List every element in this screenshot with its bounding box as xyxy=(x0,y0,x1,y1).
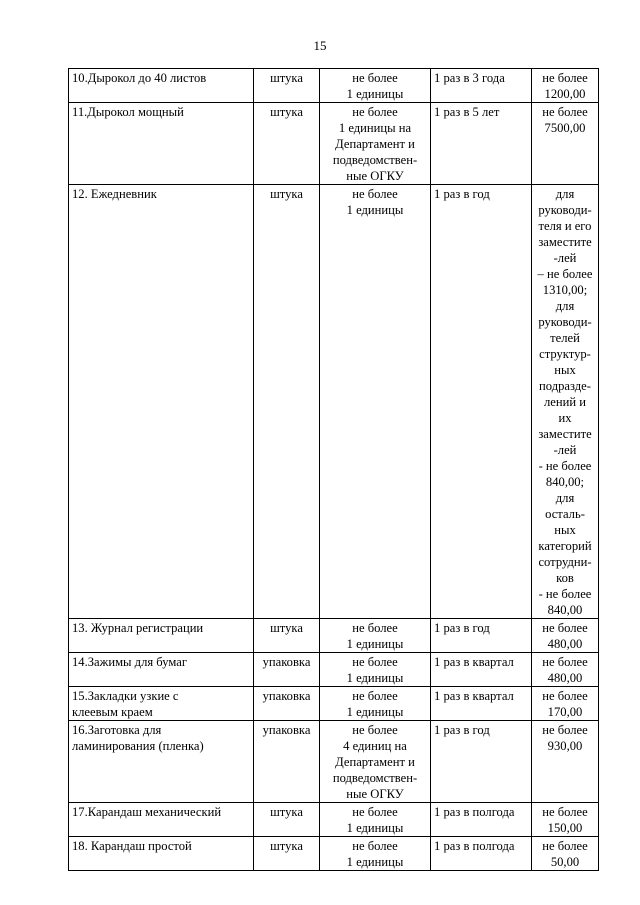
table-row xyxy=(69,653,599,687)
price-cell xyxy=(532,687,599,721)
quantity-cell-line: подведомствен- xyxy=(332,771,418,785)
period-cell-line: 1 раз в год xyxy=(434,187,490,201)
item-name-cell-line: 15.Закладки узкие с xyxy=(72,689,179,703)
price-cell xyxy=(532,653,599,687)
price-cell-line: не более xyxy=(542,105,588,119)
price-cell-line: ков xyxy=(556,571,574,585)
quantity-cell-line: Департамент и xyxy=(335,755,415,769)
price-cell-line: лений и xyxy=(544,395,586,409)
price-cell-line: теля и его xyxy=(538,219,592,233)
quantity-cell-line: ные ОГКУ xyxy=(346,169,404,183)
price-cell-line: – не более xyxy=(537,267,593,281)
price-cell-line: 170,00 xyxy=(547,705,583,719)
price-cell-line: для xyxy=(555,491,575,505)
page-number: 15 xyxy=(313,38,327,53)
quantity-cell-line: 1 единицы xyxy=(346,821,404,835)
price-cell-line: 480,00 xyxy=(547,637,583,651)
unit-cell-line: штука xyxy=(270,621,303,635)
price-cell-line: для xyxy=(555,299,575,313)
period-cell-line: 1 раз в полгода xyxy=(434,805,515,819)
quantity-cell-line: не более xyxy=(352,805,398,819)
period-cell xyxy=(431,653,532,687)
price-cell xyxy=(532,103,599,185)
unit-cell-line: штука xyxy=(270,805,303,819)
quantity-cell-line: 1 единицы xyxy=(346,87,404,101)
table-row xyxy=(69,687,599,721)
item-name-cell-line: 13. Журнал регистрации xyxy=(72,621,204,635)
price-cell-line: их xyxy=(558,411,572,425)
quantity-cell-line: 1 единицы xyxy=(346,855,404,869)
quantity-cell-line: не более xyxy=(352,839,398,853)
item-name-cell xyxy=(69,687,254,721)
price-cell-line: телей xyxy=(550,331,580,345)
item-name-cell xyxy=(69,803,254,837)
quantity-cell xyxy=(320,69,431,103)
unit-cell xyxy=(254,69,320,103)
price-cell-line: подразде- xyxy=(539,379,591,393)
quantity-cell-line: не более xyxy=(352,105,398,119)
table-row xyxy=(69,69,599,103)
price-cell-line: осталь- xyxy=(545,507,585,521)
quantity-cell xyxy=(320,185,431,619)
unit-cell-line: упаковка xyxy=(262,689,311,703)
quantity-cell xyxy=(320,803,431,837)
unit-cell xyxy=(254,837,320,871)
period-cell-line: 1 раз в год xyxy=(434,723,490,737)
item-name-cell-line: 16.Заготовка для xyxy=(72,723,162,737)
item-name-cell xyxy=(69,69,254,103)
price-cell-line: ных xyxy=(554,523,576,537)
quantity-cell xyxy=(320,721,431,803)
period-cell-line: 1 раз в квартал xyxy=(434,689,514,703)
price-cell-line: не более xyxy=(542,655,588,669)
price-cell-line: - не более xyxy=(538,459,592,473)
price-cell xyxy=(532,803,599,837)
unit-cell xyxy=(254,653,320,687)
quantity-cell-line: не более xyxy=(352,689,398,703)
table-row xyxy=(69,837,599,871)
price-cell-line: категорий xyxy=(538,539,592,553)
price-cell-line: -лей xyxy=(553,443,577,457)
quantity-cell-line: 1 единицы на xyxy=(338,121,412,135)
period-cell-line: 1 раз в 5 лет xyxy=(434,105,500,119)
quantity-cell xyxy=(320,837,431,871)
unit-cell xyxy=(254,619,320,653)
item-name-cell xyxy=(69,185,254,619)
unit-cell xyxy=(254,721,320,803)
period-cell-line: 1 раз в квартал xyxy=(434,655,514,669)
price-cell-line: - не более xyxy=(538,587,592,601)
price-cell-line: не более xyxy=(542,689,588,703)
item-name-cell-line: ламинирования (пленка) xyxy=(72,739,204,753)
unit-cell-line: штука xyxy=(270,71,303,85)
price-cell-line: заместите xyxy=(538,427,592,441)
item-name-cell-line: 10.Дырокол до 40 листов xyxy=(72,71,207,85)
period-cell xyxy=(431,69,532,103)
table-row xyxy=(69,185,599,619)
quantity-cell-line: 1 единицы xyxy=(346,203,404,217)
quantity-cell xyxy=(320,619,431,653)
price-cell xyxy=(532,721,599,803)
unit-cell-line: упаковка xyxy=(262,655,311,669)
table-row xyxy=(69,103,599,185)
price-cell-line: не более xyxy=(542,805,588,819)
quantity-cell-line: подведомствен- xyxy=(332,153,418,167)
table-row xyxy=(69,803,599,837)
table-row xyxy=(69,619,599,653)
item-name-cell xyxy=(69,653,254,687)
price-cell-line: 1310,00; xyxy=(542,283,588,297)
period-cell-line: 1 раз в 3 года xyxy=(434,71,505,85)
item-name-cell-line: 14.Зажимы для бумаг xyxy=(72,655,187,669)
price-cell-line: 1200,00 xyxy=(544,87,586,101)
price-cell-line: 50,00 xyxy=(550,855,580,869)
unit-cell-line: штука xyxy=(270,105,303,119)
item-name-cell-line: 17.Карандаш механический xyxy=(72,805,222,819)
item-name-cell xyxy=(69,103,254,185)
price-cell-line: сотрудни- xyxy=(538,555,592,569)
price-cell-line: не более xyxy=(542,839,588,853)
quantity-cell-line: 1 единицы xyxy=(346,637,404,651)
period-cell xyxy=(431,837,532,871)
unit-cell xyxy=(254,185,320,619)
price-cell-line: 150,00 xyxy=(547,821,583,835)
quantity-cell-line: не более xyxy=(352,71,398,85)
price-cell-line: для xyxy=(555,187,575,201)
price-cell-line: 480,00 xyxy=(547,671,583,685)
item-name-cell-line: 11.Дырокол мощный xyxy=(72,105,184,119)
period-cell xyxy=(431,103,532,185)
price-cell-line: не более xyxy=(542,621,588,635)
price-cell-line: не более xyxy=(542,71,588,85)
price-cell-line: руководи- xyxy=(538,203,592,217)
unit-cell xyxy=(254,687,320,721)
price-cell-line: ных xyxy=(554,363,576,377)
norms-table-body xyxy=(69,69,599,871)
quantity-cell-line: не более xyxy=(352,723,398,737)
price-cell-line: 840,00 xyxy=(547,603,583,617)
unit-cell xyxy=(254,103,320,185)
price-cell-line: руководи- xyxy=(538,315,592,329)
price-cell xyxy=(532,185,599,619)
period-cell xyxy=(431,619,532,653)
quantity-cell-line: 1 единицы xyxy=(346,705,404,719)
quantity-cell-line: 1 единицы xyxy=(346,671,404,685)
price-cell-line: 840,00; xyxy=(545,475,585,489)
unit-cell xyxy=(254,803,320,837)
quantity-cell-line: ные ОГКУ xyxy=(346,787,404,801)
price-cell-line: заместите xyxy=(538,235,592,249)
period-cell xyxy=(431,687,532,721)
price-cell-line: структур- xyxy=(539,347,591,361)
item-name-cell xyxy=(69,619,254,653)
price-cell xyxy=(532,69,599,103)
quantity-cell-line: 4 единиц на xyxy=(343,739,407,753)
quantity-cell xyxy=(320,687,431,721)
period-cell xyxy=(431,185,532,619)
price-cell-line: -лей xyxy=(553,251,577,265)
price-cell-line: не более xyxy=(542,723,588,737)
unit-cell-line: штука xyxy=(270,187,303,201)
quantity-cell-line: не более xyxy=(352,187,398,201)
period-cell-line: 1 раз в полгода xyxy=(434,839,515,853)
quantity-cell xyxy=(320,103,431,185)
period-cell-line: 1 раз в год xyxy=(434,621,490,635)
quantity-cell-line: не более xyxy=(352,621,398,635)
item-name-cell xyxy=(69,721,254,803)
period-cell xyxy=(431,803,532,837)
quantity-cell-line: не более xyxy=(352,655,398,669)
period-cell xyxy=(431,721,532,803)
item-name-cell-line: 12. Ежедневник xyxy=(72,187,157,201)
unit-cell-line: штука xyxy=(270,839,303,853)
table-row xyxy=(69,721,599,803)
quantity-cell-line: Департамент и xyxy=(335,137,415,151)
item-name-cell-line: 18. Карандаш простой xyxy=(72,839,192,853)
price-cell-line: 930,00 xyxy=(547,739,583,753)
quantity-cell xyxy=(320,653,431,687)
price-cell xyxy=(532,837,599,871)
price-cell-line: 7500,00 xyxy=(544,121,586,135)
unit-cell-line: упаковка xyxy=(262,723,311,737)
price-cell xyxy=(532,619,599,653)
norms-table xyxy=(68,68,599,871)
item-name-cell-line: клеевым краем xyxy=(72,705,153,719)
item-name-cell xyxy=(69,837,254,871)
